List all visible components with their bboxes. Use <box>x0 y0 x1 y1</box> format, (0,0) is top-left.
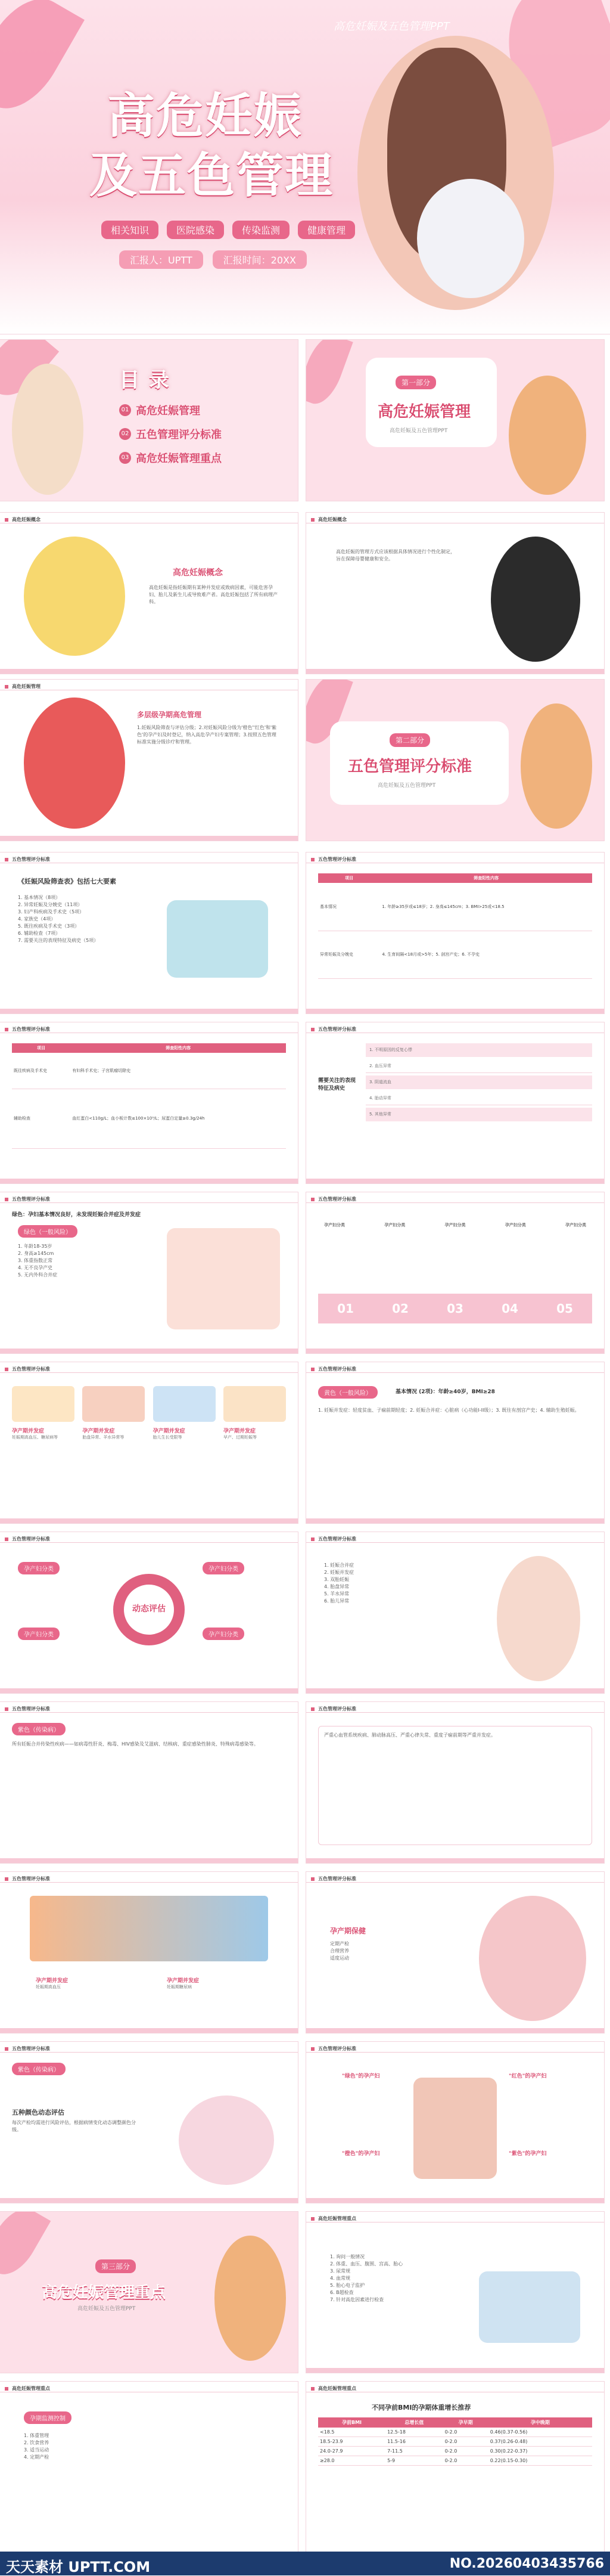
final-list <box>24 2432 49 2461</box>
slide-tag-bar <box>306 1536 604 1543</box>
table-cell: 0.30(0.22-0.37) <box>488 2447 592 2456</box>
toc-label: 高危妊娠管理 <box>136 405 200 417</box>
slide-tag-bar <box>0 2045 298 2053</box>
list-item: 适度运动 <box>330 1955 349 1961</box>
green-heading: 绿色：孕妇基本情况良好，未发现妊娠合并症及并发症 <box>12 1212 141 1218</box>
yoga-woman-illustration <box>179 2095 274 2185</box>
slide-footer <box>0 1858 298 1863</box>
green-list <box>18 1243 57 1279</box>
card-text: 妊娠期高血压、糖尿病等 <box>12 1435 58 1440</box>
list-item: 3. 双胎妊娠 <box>324 1577 350 1582</box>
slide-footer <box>306 1688 604 1693</box>
table-row <box>318 931 592 978</box>
table-cell: 11.5-16 <box>385 2437 443 2447</box>
class-pill: 孕产妇分类 <box>18 1628 60 1640</box>
color-label: "绿色"的孕产妇 <box>342 2073 380 2079</box>
part-badge: 第一部分 <box>396 376 436 389</box>
table-header: 筛查阳性内容 <box>70 1043 286 1053</box>
table-cell: 有妇科手术史；子宫肌瘤切除史 <box>70 1053 286 1089</box>
concept-slide <box>0 513 298 674</box>
slide-tag: 五色管理评分标准 <box>318 1027 356 1032</box>
card <box>12 1386 74 1441</box>
slide-tag-bar <box>0 856 298 863</box>
pill: 健康管理 <box>298 221 355 239</box>
table-cell: 12.5-18 <box>385 2428 443 2437</box>
list-item: 3. 尿常规 <box>330 2268 351 2274</box>
stage-label: 孕产妇分类 <box>505 1223 526 1227</box>
stage-num: 04 <box>502 1301 518 1316</box>
yellow-pill: 黄色（一般风险） <box>318 1386 378 1399</box>
slide-footer <box>306 1349 604 1353</box>
woman-illustration <box>214 2236 286 2361</box>
slide-footer <box>306 1518 604 1523</box>
list-item: 1. 年龄18-35岁 <box>18 1244 52 1249</box>
concept2-body: 高危妊娠的管理方式应该根据具体情况进行个性化制定，旨在保障母婴健康和安全。 <box>336 549 455 562</box>
slide-tag-bar <box>306 1706 604 1713</box>
picture-slide <box>0 1872 298 2033</box>
yellow-slide <box>306 1362 604 1523</box>
slide-tag: 五色管理评分标准 <box>12 1536 50 1542</box>
woman-illustration <box>497 1556 580 1681</box>
part-badge: 第二部分 <box>390 733 430 747</box>
slide-footer <box>0 1179 298 1183</box>
slide-tag: 高危妊娠管理重点 <box>12 2386 50 2391</box>
slide-footer <box>0 1518 298 1523</box>
list-item: 4. 血常规 <box>330 2276 351 2281</box>
stage-label: 孕产妇分类 <box>324 1223 345 1227</box>
slide-tag: 五色管理评分标准 <box>12 1196 50 1202</box>
date: 汇报时间：20XX <box>213 250 307 269</box>
toc-slide <box>0 340 298 501</box>
part-title: 五色管理评分标准 <box>348 758 472 776</box>
table-cell: 血红蛋白<110g/L；血小板计数≤100×10⁹/L；尿蛋白定量≥0.3g/24h <box>70 1089 286 1148</box>
slide-tag: 五色管理评分标准 <box>12 2046 50 2051</box>
final-left-slide <box>0 2382 298 2552</box>
pill: 传染监测 <box>232 221 290 239</box>
table-header: 总增长值 <box>385 2417 443 2428</box>
list-item: 2. 妊娠并发症 <box>324 1570 354 1575</box>
table-cell: 4. 生育间隔<18月或>5年；5. 剖宫产史；6. 不孕史 <box>380 931 592 978</box>
leaf-decoration <box>0 2212 51 2283</box>
table-cell: 既往疾病及手术史 <box>12 1053 70 1089</box>
stage-num: 02 <box>392 1301 409 1316</box>
card <box>153 1386 216 1441</box>
slide-tag-bar <box>0 516 298 523</box>
woman-illustration <box>167 1228 280 1329</box>
table-cell: 18.5-23.9 <box>318 2437 385 2447</box>
stage-num: 01 <box>337 1301 354 1316</box>
list-item: 7. 需要关注的表现特征及病史（5项） <box>18 938 99 943</box>
list-item: 6. 胎儿异常 <box>324 1598 350 1604</box>
toc-item[interactable] <box>119 450 222 466</box>
table-row <box>318 883 592 931</box>
list-item: 1. 体重管理 <box>24 2433 49 2438</box>
toc-num: 01 <box>119 404 131 416</box>
list-item: 2. 异常妊娠及分娩史（11项） <box>18 902 83 907</box>
toc-heading: 目 录 <box>119 368 170 392</box>
slide-footer <box>0 2198 298 2203</box>
list-item: 5. 其他异常 <box>366 1108 592 1121</box>
watermark-left: 天天素材 UPTT.COM <box>6 2559 151 2575</box>
list-item: 2. 身高≥145cm <box>18 1251 54 1256</box>
part-badge: 第三部分 <box>95 2259 136 2273</box>
stage-label: 孕产妇分类 <box>565 1223 586 1227</box>
listright-list <box>324 1562 354 1605</box>
picture-card <box>36 1976 131 1991</box>
slide-tag-bar <box>0 2385 298 2392</box>
list-item: 7. 针对高危因素进行检查 <box>330 2297 384 2302</box>
list-item: 6. 辅助检查（7项） <box>18 931 61 936</box>
mgmt-heading: 多层级孕期高危管理 <box>137 711 202 719</box>
pill: 相关知识 <box>101 221 158 239</box>
stage-num: 05 <box>556 1301 573 1316</box>
toc-num: 03 <box>119 452 131 464</box>
purple-body: 所有妊娠合并传染性疾病——如病毒性肝炎、梅毒、HIV感染及艾滋病、结核病、重症感染性肺炎、特殊病毒感染等。 <box>12 1741 259 1747</box>
table3-list <box>366 1043 592 1121</box>
slide-footer <box>0 836 298 841</box>
list-item: 4. 家族史（4项） <box>18 916 56 922</box>
class-pill: 孕产妇分类 <box>203 1562 244 1574</box>
card <box>223 1386 286 1441</box>
screening-table <box>12 1043 286 1149</box>
dynamic-center: 动态评估 <box>132 1604 166 1614</box>
cards-row <box>12 1386 286 1441</box>
slide-tag-bar <box>306 2045 604 2053</box>
concept-body: 高危妊娠是指妊娠期有某种并发症或致病因素，可能危害孕妇、胎儿及新生儿或导致难产者。高危妊娠包括了所有病理产科。 <box>149 585 278 605</box>
picture-banner <box>30 1896 268 1961</box>
red-slide <box>306 1702 604 1863</box>
toc-item[interactable] <box>119 402 222 418</box>
list-item: 5. 无内外科合并症 <box>18 1272 58 1278</box>
table-header: 项目 <box>318 873 380 883</box>
stage-label: 孕产妇分类 <box>384 1223 406 1227</box>
toc-item[interactable] <box>119 426 222 442</box>
table-cell: 0.22(0.15-0.30) <box>488 2456 592 2466</box>
table-cell: 0-2.0 <box>443 2447 488 2456</box>
reporter: 汇报人：UPTT <box>119 250 203 269</box>
eval7-list <box>18 894 98 944</box>
class-pill: 孕产妇分类 <box>203 1628 244 1640</box>
list-item: 4. 定期产检 <box>24 2454 49 2460</box>
list-item: 3. 体重指数正常 <box>18 1258 53 1263</box>
card-text: 胎儿生长受限等 <box>152 1435 182 1440</box>
screening-table <box>318 873 592 979</box>
leaf-decoration <box>306 340 353 410</box>
list-item: 5. 既往疾病及手术史（3项） <box>18 923 80 929</box>
slide-tag-bar <box>306 1196 604 1203</box>
part-subtitle: 高危妊娠及五色管理PPT <box>390 428 448 434</box>
slide-tag-bar <box>306 1366 604 1373</box>
list-item: 4. 胎动异常 <box>366 1092 592 1106</box>
watermark-bar <box>0 2552 610 2575</box>
list-item: 3. 适当运动 <box>24 2447 49 2453</box>
slide-tag: 高危妊娠概念 <box>12 517 41 522</box>
bmi-table <box>318 2417 592 2466</box>
card-title: 孕产期并发症 <box>167 1978 200 1984</box>
slide-tag: 五色管理评分标准 <box>12 857 50 862</box>
dynamic-slide <box>0 1532 298 1693</box>
final-table-slide <box>306 2382 604 2552</box>
card-image <box>82 1386 145 1422</box>
slide-tag: 五色管理评分标准 <box>318 1536 356 1542</box>
woman-illustration <box>12 364 83 495</box>
card-title: 孕产期并发症 <box>12 1428 45 1434</box>
slide-tag-bar <box>306 516 604 523</box>
table-header: 项目 <box>12 1043 70 1053</box>
table-cell: 0-2.0 <box>443 2428 488 2437</box>
slide-tag: 五色管理评分标准 <box>318 1706 356 1712</box>
purple-pill: 紫色（传染病） <box>12 1723 66 1735</box>
card-title: 孕产期并发症 <box>82 1428 115 1434</box>
card-text: 妊娠期糖尿病 <box>167 1985 192 1989</box>
concept-heading: 高危妊娠概念 <box>173 568 223 578</box>
mgmt-body: 1.妊娠风险筛查与评估分级；2.对妊娠风险分级为'橙色''红色'和'紫色'的孕产妇及时登记，纳入高危孕产妇专案管理；3.按照五色管理标准实施分级诊疗和管理。 <box>137 725 277 745</box>
table-cell: 24.0-27.9 <box>318 2447 385 2456</box>
slide-footer <box>306 1009 604 1013</box>
card-image <box>223 1386 286 1422</box>
green-pill: 绿色（一般风险） <box>18 1225 77 1238</box>
card-text: 妊娠期高血压 <box>36 1985 61 1989</box>
green-slide <box>0 1192 298 1353</box>
yellow-body: 1. 妊娠并发症：轻度贫血、子痫前期轻度；2. 妊娠合并症：心脏病（心功能I-II级）；3. 既往有剖宫产史；4. 辅助生殖妊娠。 <box>318 1408 580 1413</box>
slide-tag-bar <box>306 1876 604 1883</box>
table-row <box>12 1089 286 1148</box>
color-label: "橙色"的孕产妇 <box>342 2151 380 2157</box>
table-cell: 5-9 <box>385 2456 443 2466</box>
slide-tag-bar <box>0 1026 298 1033</box>
card <box>82 1386 145 1441</box>
slide-tag: 五色管理评分标准 <box>318 1196 356 1202</box>
red-body: 严重心血管系统疾病、肺动脉高压、严重心律失常、重度子痫前期等严重并发症。 <box>324 1732 496 1738</box>
table3-slide <box>306 1022 604 1183</box>
purple2-pill: 紫色（传染病） <box>12 2063 66 2075</box>
slide-tag: 五色管理评分标准 <box>318 2046 356 2051</box>
slide-tag-bar <box>0 683 298 690</box>
class-pill: 孕产妇分类 <box>18 1562 60 1574</box>
steps-slide <box>306 2212 604 2373</box>
table-cell: 7-11.5 <box>385 2447 443 2456</box>
list-item: 5. 羊水异常 <box>324 1591 350 1597</box>
slide-tag-bar <box>0 1196 298 1203</box>
slide-footer <box>0 1009 298 1013</box>
table-row <box>12 1053 286 1089</box>
list-item: 1. 妊娠合并症 <box>324 1563 354 1568</box>
list-item: 3. 阴道流血 <box>366 1075 592 1089</box>
slide-footer <box>0 1349 298 1353</box>
list-item: 1. 询问一般情况 <box>330 2254 365 2259</box>
stage-num: 03 <box>447 1301 463 1316</box>
cover-title-line1: 高危妊娠 <box>107 88 303 144</box>
slide-footer <box>306 2368 604 2373</box>
table-row <box>318 2428 592 2437</box>
table-cell: 基本情况 <box>318 883 380 931</box>
woman-illustration <box>509 376 586 495</box>
mother-baby-illustration <box>479 1896 586 2021</box>
part2-slide <box>306 680 604 841</box>
purple2-body: 每次产检均需进行风险评估，根据病情变化动态调整颜色分级。 <box>12 2120 136 2132</box>
mgmt-slide <box>0 680 298 841</box>
list-item: 3. 妇产科疾病及手术史（5项） <box>18 909 85 915</box>
slide-tag: 高危妊娠管理 <box>12 684 41 689</box>
part1-slide <box>306 340 604 501</box>
doctor-exam-illustration <box>479 2271 580 2343</box>
woman-illustration <box>24 537 125 656</box>
slide-tag-bar <box>306 2385 604 2392</box>
color-label: "红色"的孕产妇 <box>509 2073 547 2079</box>
table1-slide <box>306 853 604 1013</box>
list-item: 5. 胎心电子监护 <box>330 2283 365 2288</box>
listright-slide <box>306 1532 604 1693</box>
card-image <box>12 1386 74 1422</box>
card-image <box>153 1386 216 1422</box>
part-title: 高危妊娠管理 <box>378 403 471 421</box>
toc-items <box>119 402 222 466</box>
table2-slide <box>0 1022 298 1183</box>
list-item: 2. 血压异常 <box>366 1059 592 1074</box>
slide-tag-bar <box>0 1876 298 1883</box>
slide-tag: 五色管理评分标准 <box>12 1027 50 1032</box>
colors-slide <box>306 2042 604 2203</box>
table-cell: 0-2.0 <box>443 2437 488 2447</box>
slide-tag-bar <box>0 1366 298 1373</box>
list-item: 合理营养 <box>330 1948 349 1954</box>
eval7-slide <box>0 853 298 1013</box>
top-note: 高危妊娠及五色管理PPT <box>334 20 450 33</box>
stage-labels <box>324 1222 586 1229</box>
table-cell: 辅助检查 <box>12 1089 70 1148</box>
pill: 医院感染 <box>167 221 224 239</box>
slide-tag: 五色管理评分标准 <box>318 857 356 862</box>
slide-footer <box>306 1858 604 1863</box>
table-cell: 1. 年龄≥35岁或≤18岁；2. 身高≤145cm；3. BMI>25或<18.5 <box>380 883 592 931</box>
slide-tag-bar <box>0 1536 298 1543</box>
table-header: 筛查阳性内容 <box>380 873 592 883</box>
watermark-right: NO.20260403435766 <box>449 2556 604 2571</box>
list-item: 6. B超检查 <box>330 2290 354 2295</box>
slide-tag-bar <box>306 856 604 863</box>
card-text: 胎盘异常、羊水异常等 <box>82 1435 125 1440</box>
cover-title-line2: 及五色管理 <box>89 148 334 203</box>
stages-slide <box>306 1192 604 1353</box>
final-title: 不同孕前BMI的孕期体重增长推荐 <box>372 2404 471 2411</box>
list-item: 1. 不明原因的反复心悸 <box>366 1043 592 1057</box>
mother-list <box>330 1940 349 1962</box>
cover-slide <box>0 0 610 334</box>
part-subtitle: 高危妊娠及五色管理PPT <box>77 2306 136 2312</box>
table-header: 孕中晚期 <box>488 2417 592 2428</box>
purple2-slide <box>0 2042 298 2203</box>
table-cell: 0.46(0.37-0.56) <box>488 2428 592 2437</box>
leaf-decoration <box>0 0 85 123</box>
yellow-heading: 基本情况 (2项)：年龄≥40岁，BMI≥28 <box>396 1389 495 1395</box>
part-title: 高危妊娠管理重点 <box>42 2284 166 2302</box>
table-cell: <18.5 <box>318 2428 385 2437</box>
slide-footer <box>0 1688 298 1693</box>
slide-tag-bar <box>306 1026 604 1033</box>
doctor-patient-illustration <box>167 900 268 978</box>
slide-footer <box>306 669 604 674</box>
table-row <box>318 2447 592 2456</box>
slide-footer <box>306 1179 604 1183</box>
reporter-box <box>119 250 307 269</box>
card-title: 孕产期并发症 <box>36 1978 69 1984</box>
slide-tag: 高危妊娠管理重点 <box>318 2386 356 2391</box>
table-cell: 0.37(0.26-0.48) <box>488 2437 592 2447</box>
part-subtitle: 高危妊娠及五色管理PPT <box>378 783 436 789</box>
slide-footer <box>306 2028 604 2033</box>
part3-slide <box>0 2212 298 2373</box>
cards4-slide <box>0 1362 298 1523</box>
slide-tag: 五色管理评分标准 <box>12 1706 50 1712</box>
card-title: 孕产期并发症 <box>223 1428 256 1434</box>
woman-silhouette-illustration <box>491 537 580 662</box>
slide-footer <box>0 2028 298 2033</box>
table-row <box>318 2437 592 2447</box>
card-text: 早产、过期妊娠等 <box>223 1435 257 1440</box>
concept2-slide <box>306 513 604 674</box>
slide-tag: 五色管理评分标准 <box>12 1366 50 1372</box>
slide-tag: 五色管理评分标准 <box>12 1876 50 1881</box>
slide-tag: 高危妊娠概念 <box>318 517 347 522</box>
table-header: 孕前BMI <box>318 2417 385 2428</box>
table-header: 孕早期 <box>443 2417 488 2428</box>
dress-shape <box>417 179 524 298</box>
cover-pills <box>101 221 355 239</box>
slide-tag-bar <box>306 2215 604 2222</box>
list-item: 4. 无不良孕产史 <box>18 1265 53 1270</box>
eval7-heading: 《妊娠风险筛查表》包括七大要素 <box>18 878 116 885</box>
slide-tag: 高危妊娠管理重点 <box>318 2216 356 2221</box>
list-item: 2. 饮食营养 <box>24 2440 49 2445</box>
table-row <box>318 2456 592 2466</box>
list-item: 2. 体重、血压、腹围、宫高、胎心 <box>330 2261 403 2267</box>
mother-heading: 孕产期保健 <box>330 1927 366 1935</box>
table-cell: ≥28.0 <box>318 2456 385 2466</box>
slide-tag: 五色管理评分标准 <box>318 1366 356 1372</box>
table-cell: 0-2.0 <box>443 2456 488 2466</box>
steps-list <box>330 2253 403 2304</box>
slide-tag: 五色管理评分标准 <box>318 1876 356 1881</box>
table3-label: 需要关注的表现特征及病史 <box>318 1078 356 1092</box>
slide-footer <box>306 2198 604 2203</box>
table-cell: 异常妊娠及分娩史 <box>318 931 380 978</box>
red-box <box>318 1726 592 1845</box>
slide-tag-bar <box>0 1706 298 1713</box>
purple-slide <box>0 1702 298 1863</box>
woman-red-dress-illustration <box>24 698 125 829</box>
list-item: 4. 胎盘异常 <box>324 1584 350 1589</box>
card-title: 孕产期并发症 <box>152 1428 185 1434</box>
picture-card <box>167 1976 262 1991</box>
toc-label: 高危妊娠管理重点 <box>136 452 222 465</box>
color-label: "紫色"的孕产妇 <box>509 2151 547 2157</box>
hospital-illustration <box>413 2078 497 2179</box>
toc-num: 02 <box>119 428 131 440</box>
list-item: 1. 基本情况（8项） <box>18 895 61 900</box>
monitor-pill: 孕期监测控制 <box>24 2411 71 2424</box>
toc-label: 五色管理评分标准 <box>136 429 222 441</box>
list-item: 定期产检 <box>330 1941 349 1946</box>
slide-footer <box>0 669 298 674</box>
stage-label: 孕产妇分类 <box>444 1223 466 1227</box>
woman-illustration <box>521 703 592 829</box>
purple2-heading: 五种颜色动态评估 <box>12 2109 64 2116</box>
mother-slide <box>306 1872 604 2033</box>
stage-row <box>318 1294 592 1323</box>
